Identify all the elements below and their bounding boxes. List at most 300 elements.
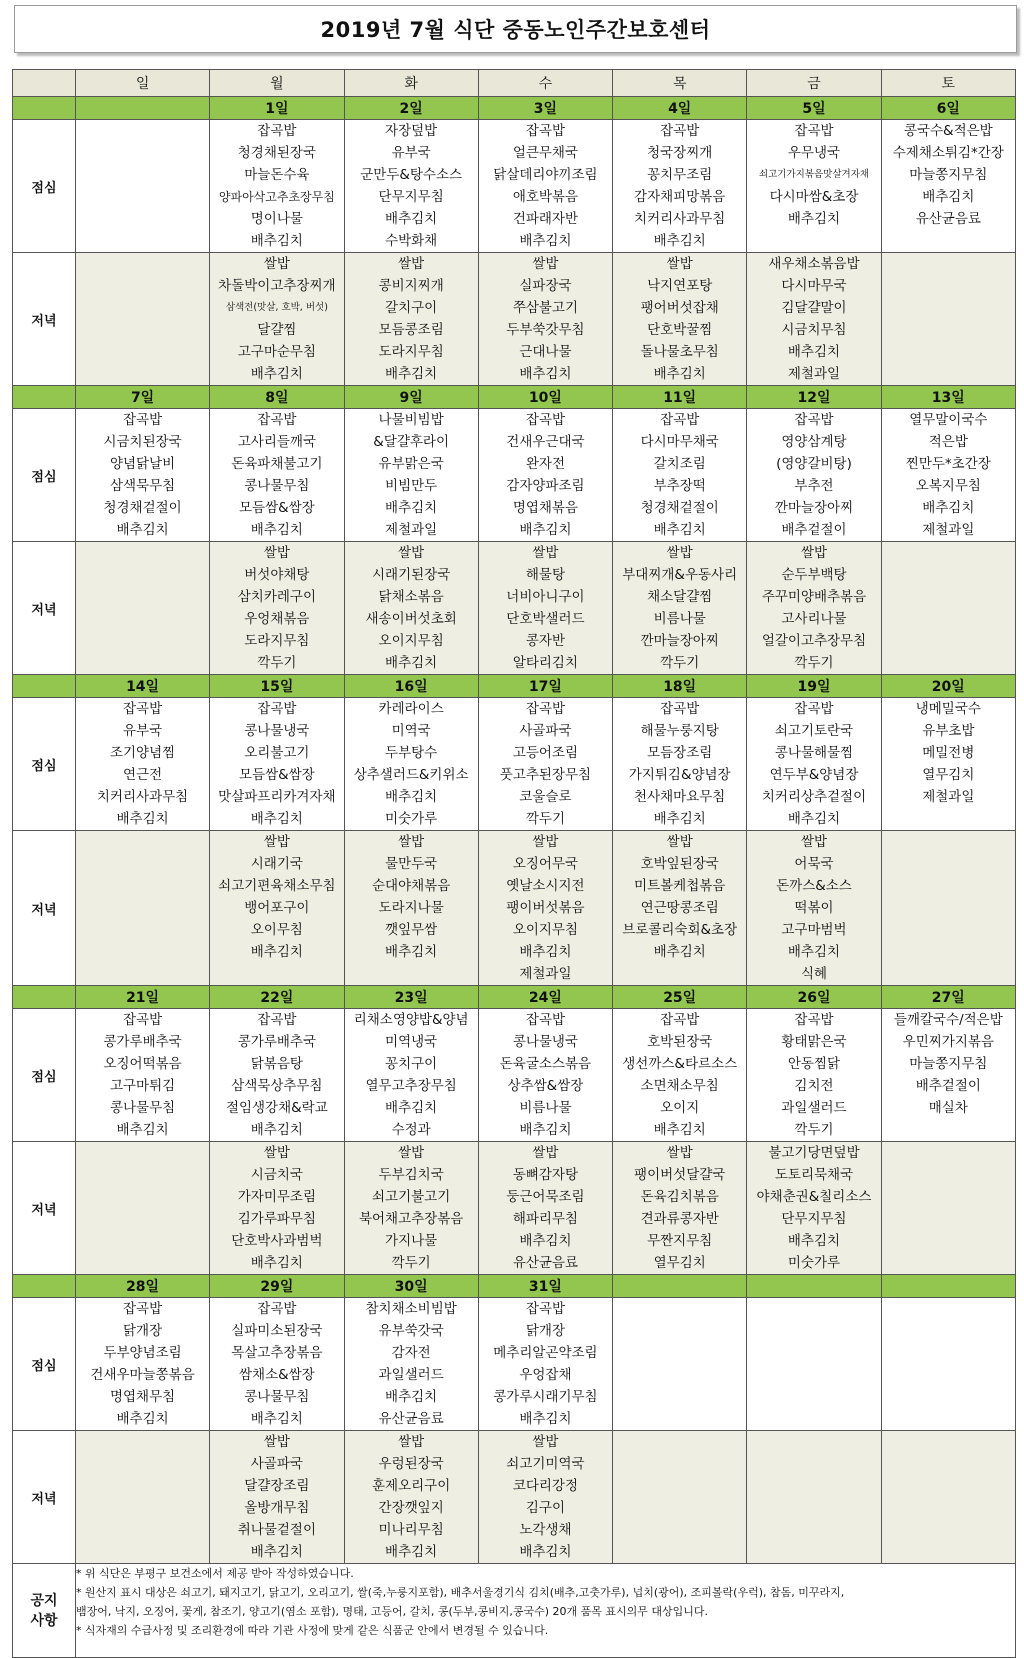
menu-item: 김구이 bbox=[525, 1500, 565, 1516]
menu-item: 배추김치 bbox=[653, 233, 706, 249]
menu-item: 쌀밥 bbox=[263, 1434, 290, 1450]
menu-item: 도라지무침 bbox=[378, 344, 444, 360]
menu-item: 유부국 bbox=[123, 723, 163, 739]
lunch-cell-wed bbox=[478, 1009, 612, 1142]
notice-line: * 식자재의 수급사정 및 조리환경에 따라 기관 사정에 맞게 같은 식품군 안에서 변경될 수 있습니다. bbox=[75, 1624, 549, 1637]
menu-item: 쌀밥 bbox=[532, 1434, 559, 1450]
notice-label-line2: 사항 bbox=[30, 1612, 58, 1629]
menu-item: 콩나물냉국 bbox=[512, 1034, 579, 1050]
menu-item: 배추김치 bbox=[385, 211, 438, 227]
menu-item: 잡곡밥 bbox=[123, 701, 163, 717]
menu-item: 조기양념찜 bbox=[109, 745, 176, 761]
menu-item: 순두부백탕 bbox=[781, 567, 847, 583]
menu-item: 오복지무침 bbox=[915, 478, 981, 494]
menu-item: 유부국 bbox=[391, 145, 431, 161]
menu-item: 해물누룽지탕 bbox=[640, 723, 719, 739]
menu-item: 배추김치 bbox=[385, 366, 438, 382]
menu-item: 제철과일 bbox=[385, 522, 438, 538]
date-cell-sun: 21일 bbox=[75, 986, 209, 1009]
menu-item: 적은밥 bbox=[928, 434, 968, 450]
menu-item: 쌀밥 bbox=[263, 1145, 290, 1161]
menu-item: 우무냉국 bbox=[787, 145, 841, 161]
menu-item: 배추김치 bbox=[250, 1544, 303, 1560]
menu-item: 배추김치 bbox=[385, 1389, 438, 1405]
menu-item: 새송이버섯초회 bbox=[365, 611, 457, 627]
menu-item: 배추김치 bbox=[385, 1100, 438, 1116]
menu-item: 완자전 bbox=[525, 456, 565, 472]
menu-item: 채소달걀찜 bbox=[647, 589, 713, 605]
lunch-cell-tue bbox=[344, 698, 478, 831]
menu-item: 배추김치 bbox=[653, 522, 706, 538]
menu-item: 도라지무침 bbox=[244, 633, 310, 649]
dinner-label: 저녁 bbox=[13, 1142, 76, 1275]
menu-item: 시금치국 bbox=[250, 1167, 303, 1183]
menu-item: 배추김치 bbox=[653, 366, 706, 382]
menu-item: 잡곡밥 bbox=[123, 1012, 163, 1028]
menu-item: 배추김치 bbox=[519, 522, 572, 538]
lunch-label: 점심 bbox=[13, 1009, 76, 1142]
menu-item: 열무고추장무침 bbox=[365, 1078, 457, 1094]
menu-item: 두부양념조림 bbox=[103, 1345, 182, 1361]
menu-item: 배추김치 bbox=[385, 655, 438, 671]
dinner-cell-wed bbox=[478, 1142, 612, 1275]
dinner-cell-wed bbox=[478, 831, 612, 986]
menu-item: 돈육굴소스볶음 bbox=[499, 1056, 592, 1072]
menu-item: 배추김치 bbox=[250, 366, 303, 382]
menu-item: 콩나물무침 bbox=[109, 1100, 176, 1116]
menu-item: 양념닭날비 bbox=[109, 456, 176, 472]
menu-item: 가자미무조림 bbox=[237, 1189, 316, 1205]
menu-item: 깻잎무쌈 bbox=[385, 922, 438, 938]
menu-item: 풋고추된장무침 bbox=[499, 767, 592, 783]
menu-item: 얼갈이고추장무침 bbox=[761, 633, 867, 649]
lunch-row bbox=[13, 1009, 1016, 1142]
lunch-cell-mon bbox=[210, 698, 344, 831]
date-cell-tue: 30일 bbox=[344, 1275, 478, 1298]
menu-item: 어묵국 bbox=[794, 856, 834, 872]
menu-item: 우렁된장국 bbox=[378, 1456, 444, 1472]
menu-item: 우엉잡채 bbox=[519, 1367, 572, 1383]
menu-item: 쌀밥 bbox=[532, 1145, 559, 1161]
menu-item: 콩국수&적은밥 bbox=[903, 123, 993, 139]
menu-item: 배추김치 bbox=[922, 189, 975, 205]
menu-item: 잡곡밥 bbox=[660, 412, 700, 428]
dinner-row bbox=[13, 1431, 1016, 1564]
lunch-cell-sun bbox=[75, 120, 209, 253]
menu-item: 명엽채볶음 bbox=[512, 500, 579, 516]
menu-body bbox=[13, 97, 1016, 1564]
menu-item: 낙지연포탕 bbox=[647, 278, 713, 294]
menu-item: 쌈채소&쌈장 bbox=[238, 1367, 315, 1383]
menu-item: 배추김치 bbox=[385, 789, 438, 805]
menu-item: 배추김치 bbox=[519, 1411, 572, 1427]
menu-item: 미숫가루 bbox=[787, 1255, 841, 1271]
date-cell-thu: 11일 bbox=[613, 386, 747, 409]
menu-item: 깍두기 bbox=[525, 811, 565, 827]
menu-item: 훈제오리구이 bbox=[372, 1478, 451, 1494]
menu-item: 불고기당면덮밥 bbox=[768, 1145, 860, 1161]
menu-item: 쌀밥 bbox=[800, 545, 828, 561]
menu-item: 두부쑥갓무침 bbox=[506, 322, 585, 338]
menu-item: 견과류콩자반 bbox=[640, 1211, 719, 1227]
menu-item: 달걀장조림 bbox=[244, 1478, 310, 1494]
menu-item: 배추김치 bbox=[519, 366, 572, 382]
menu-item: 닭채소볶음 bbox=[378, 589, 444, 605]
menu-item: 단무지무침 bbox=[781, 1211, 847, 1227]
notice-row bbox=[13, 1564, 1016, 1658]
date-cell-wed: 3일 bbox=[478, 97, 612, 120]
menu-item: 미역냉국 bbox=[385, 1034, 438, 1050]
date-cell-tue: 9일 bbox=[344, 386, 478, 409]
menu-item: 깍두기 bbox=[660, 655, 700, 671]
dinner-label: 저녁 bbox=[13, 831, 76, 986]
menu-item: 배추김치 bbox=[519, 1233, 572, 1249]
menu-item: 콩나물냉국 bbox=[244, 723, 310, 739]
notice-line: * 원산지 표시 대상은 쇠고기, 돼지고기, 닭고기, 오리고기, 쌀(죽,누룽지포함), 배추서울경기식 김치(배추,고춧가루), 넙치(광어), 조피볼락(우럭), 참돔, 미꾸라지, bbox=[75, 1586, 845, 1599]
menu-item: 깍두기 bbox=[794, 655, 834, 671]
menu-item: 닭개장 bbox=[123, 1323, 163, 1339]
date-row bbox=[13, 386, 1016, 409]
menu-item: 순대야채볶음 bbox=[372, 878, 451, 894]
menu-item: 황태맑은국 bbox=[781, 1034, 847, 1050]
menu-item: 모듬쌈&쌈장 bbox=[238, 767, 315, 783]
lunch-cell-sat bbox=[881, 120, 1015, 253]
menu-item: 실파미소된장국 bbox=[231, 1323, 323, 1339]
menu-item: 돈육파채불고기 bbox=[231, 456, 323, 472]
menu-item: 취나물겉절이 bbox=[237, 1522, 316, 1538]
menu-item: 상추샐러드&키위소 bbox=[353, 767, 469, 783]
menu-item: 수박화채 bbox=[385, 233, 438, 249]
menu-item: 배추김치 bbox=[653, 1122, 706, 1138]
menu-item: 잡곡밥 bbox=[794, 701, 834, 717]
menu-item: 소면채소무침 bbox=[640, 1078, 719, 1094]
dinner-label: 저녁 bbox=[13, 542, 76, 675]
menu-item: 배추김치 bbox=[250, 1122, 303, 1138]
menu-item: 콩자반 bbox=[525, 633, 565, 649]
menu-item: 유부쑥갓국 bbox=[378, 1323, 444, 1339]
menu-item: 유부초밥 bbox=[922, 723, 975, 739]
title-box bbox=[14, 5, 1017, 53]
menu-item: 애호박볶음 bbox=[512, 189, 579, 205]
menu-item: 오이지무침 bbox=[512, 922, 579, 938]
date-cell-mon: 15일 bbox=[210, 675, 344, 698]
date-cell-fri: 5일 bbox=[747, 97, 881, 120]
day-name-fri: 금 bbox=[747, 70, 881, 97]
menu-item: 배추김치 bbox=[250, 233, 303, 249]
menu-item: 시금치무침 bbox=[781, 322, 847, 338]
dinner-cell-sun bbox=[75, 253, 209, 386]
page-title: 2019년 7월 식단 중동노인주간보호센터 bbox=[320, 18, 711, 42]
notice-label bbox=[13, 1564, 76, 1658]
lunch-label: 점심 bbox=[13, 409, 76, 542]
menu-item: 시래기된장국 bbox=[372, 567, 451, 583]
menu-item: 치커리사과무침 bbox=[96, 789, 189, 805]
menu-item: 김가루파무침 bbox=[237, 1211, 316, 1227]
menu-item: 해파리무침 bbox=[512, 1211, 579, 1227]
lunch-cell-thu bbox=[613, 698, 747, 831]
menu-item: 두부탕수 bbox=[385, 745, 438, 761]
menu-item: 돈육김치볶음 bbox=[640, 1189, 719, 1205]
menu-item: 옛날소시지전 bbox=[506, 878, 585, 894]
lunch-cell-mon bbox=[210, 409, 344, 542]
menu-item: 쌀밥 bbox=[666, 834, 693, 850]
menu-item: 닭개장 bbox=[525, 1323, 565, 1339]
menu-item: 쌀밥 bbox=[800, 834, 828, 850]
menu-item: 꽁치구이 bbox=[385, 1056, 438, 1072]
menu-item: 마늘돈수육 bbox=[244, 167, 310, 183]
menu-item: 상추쌈&쌈장 bbox=[507, 1078, 584, 1094]
menu-item: 미나리무침 bbox=[378, 1522, 444, 1538]
menu-item: 호박된장국 bbox=[647, 1034, 713, 1050]
menu-item: 우민찌가지볶음 bbox=[902, 1034, 994, 1050]
menu-item: 고사리나물 bbox=[781, 611, 847, 627]
menu-item: 감자전 bbox=[391, 1345, 431, 1361]
menu-item: 쌀밥 bbox=[666, 1145, 693, 1161]
lunch-cell-fri bbox=[747, 120, 881, 253]
menu-item: 깐마늘장아찌 bbox=[640, 633, 719, 649]
menu-item: 잡곡밥 bbox=[257, 1012, 297, 1028]
dinner-cell-fri bbox=[747, 831, 881, 986]
menu-item: 김달걀말이 bbox=[781, 300, 847, 316]
menu-item: 건새우근대국 bbox=[506, 434, 585, 450]
dinner-row bbox=[13, 831, 1016, 986]
menu-item: 삼색묵상추무침 bbox=[231, 1078, 323, 1094]
menu-item: 우엉채볶음 bbox=[244, 611, 310, 627]
date-cell-mon: 1일 bbox=[210, 97, 344, 120]
menu-item: 고등어조림 bbox=[512, 745, 579, 761]
lunch-cell-sun bbox=[75, 1298, 209, 1431]
menu-item: 도라지나물 bbox=[378, 900, 444, 916]
day-name-mon: 월 bbox=[210, 70, 344, 97]
dinner-cell-sat bbox=[881, 831, 1015, 986]
menu-item: 부추장떡 bbox=[653, 478, 706, 494]
menu-item: 배추김치 bbox=[385, 944, 438, 960]
menu-item: 오징어무국 bbox=[512, 856, 579, 872]
menu-item: &달걀후라이 bbox=[373, 434, 449, 450]
menu-item: 잡곡밥 bbox=[794, 1012, 834, 1028]
date-row-label bbox=[13, 675, 76, 698]
menu-item: 콩나물무침 bbox=[244, 478, 310, 494]
menu-item: 배추김치 bbox=[519, 944, 572, 960]
menu-item: 김치전 bbox=[794, 1078, 834, 1094]
dinner-cell-tue bbox=[344, 542, 478, 675]
menu-item: 얼큰무채국 bbox=[512, 145, 579, 161]
menu-item: 제철과일 bbox=[922, 522, 975, 538]
lunch-cell-tue bbox=[344, 409, 478, 542]
date-cell-tue: 16일 bbox=[344, 675, 478, 698]
date-cell-sat: 20일 bbox=[881, 675, 1015, 698]
menu-item: 과일샐러드 bbox=[781, 1100, 847, 1116]
dinner-cell-mon bbox=[210, 1431, 344, 1564]
menu-item: 물만두국 bbox=[385, 856, 438, 872]
menu-item: 찐만두*초간장 bbox=[905, 456, 991, 472]
menu-item: 둥근어묵조림 bbox=[506, 1189, 585, 1205]
day-name-sun: 일 bbox=[75, 70, 209, 97]
menu-item: 팽어버섯잡채 bbox=[640, 300, 719, 316]
menu-item: 잡곡밥 bbox=[525, 412, 565, 428]
date-cell-thu: 4일 bbox=[613, 97, 747, 120]
day-name-wed: 수 bbox=[478, 70, 612, 97]
menu-item: 미트볼케첩볶음 bbox=[634, 878, 726, 894]
menu-item: 제철과일 bbox=[519, 966, 572, 982]
corner-cell bbox=[13, 70, 76, 97]
menu-item: 카레라이스 bbox=[378, 701, 444, 717]
menu-item: 부대찌개&우동사리 bbox=[622, 567, 738, 583]
menu-item: 연두부&양념장 bbox=[769, 767, 859, 783]
lunch-cell-wed bbox=[478, 1298, 612, 1431]
menu-item: 생선까스&타르소스 bbox=[622, 1056, 738, 1072]
menu-item: 오이무침 bbox=[250, 922, 303, 938]
menu-item: 삼치카레구이 bbox=[237, 589, 316, 605]
menu-item: 수정과 bbox=[391, 1122, 431, 1138]
menu-item: 참치채소비빔밥 bbox=[365, 1301, 457, 1317]
menu-item: 브로콜리숙회&초장 bbox=[622, 922, 738, 938]
menu-item: 다시마무채국 bbox=[640, 434, 719, 450]
menu-item: 건새우마늘쫑볶음 bbox=[90, 1367, 195, 1383]
dinner-cell-thu bbox=[613, 831, 747, 986]
menu-item: 깍두기 bbox=[391, 1255, 431, 1271]
date-cell-sun: 28일 bbox=[75, 1275, 209, 1298]
menu-item: 배추김치 bbox=[653, 811, 706, 827]
menu-item: 오징어떡볶음 bbox=[103, 1056, 182, 1072]
menu-item: 코다리강정 bbox=[512, 1478, 579, 1494]
menu-item: 매실차 bbox=[928, 1100, 968, 1116]
lunch-cell-sat bbox=[881, 1009, 1015, 1142]
menu-item: 식혜 bbox=[800, 966, 828, 982]
menu-item: 팽이버섯볶음 bbox=[506, 900, 585, 916]
menu-item: 쌀밥 bbox=[263, 834, 290, 850]
menu-item: 콩나물무침 bbox=[244, 1389, 310, 1405]
date-row-label bbox=[13, 386, 76, 409]
menu-item: 모듬콩조림 bbox=[378, 322, 444, 338]
menu-item: 비름나물 bbox=[519, 1100, 572, 1116]
menu-item: 마늘쫑지무침 bbox=[909, 167, 988, 183]
menu-item: 열무말이국수 bbox=[909, 412, 988, 428]
menu-item: 잡곡밥 bbox=[257, 123, 297, 139]
date-cell-fri bbox=[747, 1275, 881, 1298]
menu-item: 명이나물 bbox=[250, 211, 303, 227]
menu-item: 새우채소볶음밥 bbox=[768, 256, 860, 272]
dinner-cell-sun bbox=[75, 831, 209, 986]
date-row-label bbox=[13, 986, 76, 1009]
lunch-cell-mon bbox=[210, 120, 344, 253]
dinner-cell-wed bbox=[478, 253, 612, 386]
dinner-cell-wed bbox=[478, 1431, 612, 1564]
date-cell-mon: 29일 bbox=[210, 1275, 344, 1298]
menu-item: 삼색묵무침 bbox=[109, 478, 176, 494]
menu-item: 갈치조림 bbox=[653, 456, 706, 472]
date-cell-tue: 2일 bbox=[344, 97, 478, 120]
menu-item: 배추김치 bbox=[385, 1544, 438, 1560]
menu-item: 배추김치 bbox=[519, 233, 572, 249]
menu-item: 감자채피망볶음 bbox=[634, 189, 726, 205]
date-row bbox=[13, 1275, 1016, 1298]
menu-item: 배추김치 bbox=[787, 211, 841, 227]
menu-item: 영양삼계탕 bbox=[781, 434, 847, 450]
menu-item: 돈까스&소스 bbox=[776, 878, 852, 894]
menu-item: 맛살파프리카겨자채 bbox=[218, 789, 336, 805]
menu-item: 명엽채무침 bbox=[109, 1389, 176, 1405]
menu-item: 단무지무침 bbox=[378, 189, 444, 205]
menu-item: 쇠고기편육채소무침 bbox=[218, 878, 336, 894]
menu-item: 배추김치 bbox=[787, 1233, 841, 1249]
menu-item: 실파장국 bbox=[519, 278, 572, 294]
menu-item: 고구마범벅 bbox=[781, 922, 847, 938]
menu-item: 버섯야채탕 bbox=[244, 567, 310, 583]
lunch-row bbox=[13, 698, 1016, 831]
lunch-cell-mon bbox=[210, 1298, 344, 1431]
menu-item: 자장덮밥 bbox=[385, 123, 438, 139]
dinner-cell-sat bbox=[881, 1142, 1015, 1275]
menu-item: 다시마무국 bbox=[781, 278, 847, 294]
menu-item: 단호박꿀찜 bbox=[647, 322, 713, 338]
menu-item: 시래기국 bbox=[250, 856, 303, 872]
menu-item: 모듬장조림 bbox=[647, 745, 713, 761]
menu-item: 삼색전(맛살, 호박, 버섯) bbox=[225, 302, 328, 313]
menu-item: 잡곡밥 bbox=[794, 412, 834, 428]
dinner-cell-tue bbox=[344, 1142, 478, 1275]
menu-item: 냉메밀국수 bbox=[915, 701, 981, 717]
menu-item: 고구마순무침 bbox=[237, 344, 316, 360]
date-cell-sat: 6일 bbox=[881, 97, 1015, 120]
date-cell-sat: 27일 bbox=[881, 986, 1015, 1009]
menu-item: 쌀밥 bbox=[666, 256, 693, 272]
menu-item: 사골파국 bbox=[250, 1456, 303, 1472]
menu-item: 잡곡밥 bbox=[794, 123, 834, 139]
menu-item: 잡곡밥 bbox=[525, 123, 565, 139]
menu-item: 깍두기 bbox=[794, 1122, 834, 1138]
dinner-cell-wed bbox=[478, 542, 612, 675]
menu-item: 미역국 bbox=[391, 723, 431, 739]
date-cell-fri: 19일 bbox=[747, 675, 881, 698]
lunch-cell-sat bbox=[881, 409, 1015, 542]
menu-item: (영양갈비탕) bbox=[776, 456, 852, 472]
lunch-cell-sun bbox=[75, 1009, 209, 1142]
menu-item: 콩가루배추국 bbox=[103, 1034, 182, 1050]
menu-item: 닭볶음탕 bbox=[250, 1056, 303, 1072]
menu-item: 쌀밥 bbox=[398, 1434, 425, 1450]
menu-item: 유산균음료 bbox=[512, 1255, 579, 1271]
lunch-cell-thu bbox=[613, 120, 747, 253]
menu-item: 북어채고추장볶음 bbox=[358, 1211, 464, 1227]
lunch-cell-sat bbox=[881, 698, 1015, 831]
lunch-cell-mon bbox=[210, 1009, 344, 1142]
notice-body bbox=[75, 1564, 1015, 1658]
date-cell-thu: 18일 bbox=[613, 675, 747, 698]
dinner-cell-tue bbox=[344, 253, 478, 386]
menu-item: 알타리김치 bbox=[512, 655, 579, 671]
date-cell-wed: 17일 bbox=[478, 675, 612, 698]
menu-item: 유산균음료 bbox=[378, 1411, 444, 1427]
lunch-cell-tue bbox=[344, 120, 478, 253]
menu-item: 잡곡밥 bbox=[123, 1301, 163, 1317]
menu-item: 배추김치 bbox=[116, 522, 169, 538]
lunch-cell-tue bbox=[344, 1009, 478, 1142]
dinner-cell-fri bbox=[747, 1431, 881, 1564]
menu-item: 배추김치 bbox=[922, 500, 975, 516]
menu-item: 제철과일 bbox=[787, 366, 841, 382]
menu-item: 배추겉절이 bbox=[781, 522, 847, 538]
menu-item: 호박잎된장국 bbox=[640, 856, 719, 872]
menu-item: 메추리알곤약조림 bbox=[493, 1345, 598, 1361]
menu-item: 쇠고기불고기 bbox=[372, 1189, 451, 1205]
menu-item: 들깨칼국수/적은밥 bbox=[893, 1012, 1003, 1028]
date-row bbox=[13, 675, 1016, 698]
menu-item: 뱅어포구이 bbox=[244, 900, 310, 916]
menu-table bbox=[12, 69, 1016, 1658]
menu-item: 떡볶이 bbox=[794, 900, 834, 916]
menu-item: 잡곡밥 bbox=[660, 1012, 700, 1028]
